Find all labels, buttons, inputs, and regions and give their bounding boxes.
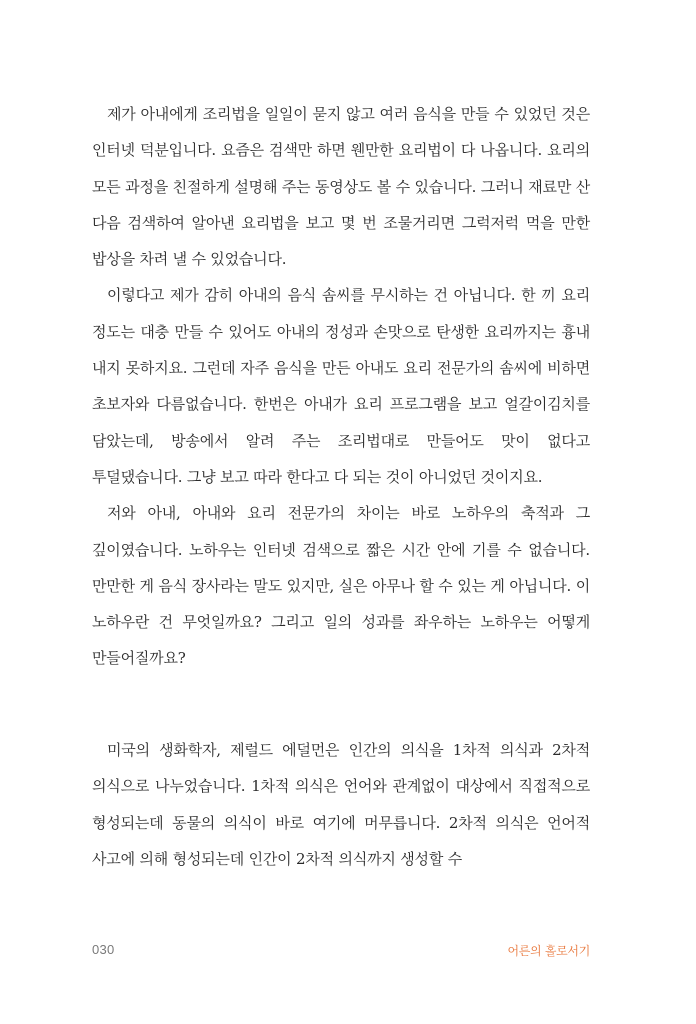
section-2 — [92, 732, 590, 877]
book-title: 어른의 홀로서기 — [507, 944, 590, 958]
paragraph-3: 저와 아내, 아내와 요리 전문가의 차이는 바로 노하우의 축적과 그 깊이였습니다. 노하우는 인터넷 검색으로 짧은 시간 안에 기를 수 없습니다. 만만한 게 음식 장사라는 말도 있지만, 실은 아무나 할 수 있는 게 아닙니다. 이 노하우란 건 무엇일까요? 그리고 일의 성과를 좌우하는 노하우는 어떻게 만들어질까요? — [92, 504, 590, 668]
paragraph-2: 이렇다고 제가 감히 아내의 음식 솜씨를 무시하는 건 아닙니다. 한 끼 요리 정도는 대충 만들 수 있어도 아내의 정성과 손맛으로 탄생한 요리까지는 흉내 내지 못하지요. 그런데 자주 음식을 만든 아내도 요리 전문가의 솜씨에 비하면 초보자와 다름없습니다. 한번은 아내가 요리 프로그램을 보고 얼갈이김치를 담았는데, 방송에서 알려 주는 조리법대로 만들어도 맛이 없다고 투덜댔습니다. 그냥 보고 따라 한다고 다 되는 것이 아니었던 것이지요. — [92, 286, 590, 486]
section-1 — [92, 96, 590, 677]
paragraph-1: 제가 아내에게 조리법을 일일이 묻지 않고 여러 음식을 만들 수 있었던 것은 인터넷 덕분입니다. 요즘은 검색만 하면 웬만한 요리법이 다 나옵니다. 요리의 모든 과정을 친절하게 설명해 주는 동영상도 볼 수 있습니다. 그러니 재료만 산 다음 검색하여 알아낸 요리법을 보고 몇 번 조물거리면 그럭저럭 먹을 만한 밥상을 차려 낼 수 있었습니다. — [92, 105, 590, 269]
paragraph-4: 미국의 생화학자, 제럴드 에덜먼은 인간의 의식을 1차적 의식과 2차적 의식으로 나누었습니다. 1차적 의식은 언어와 관계없이 대상에서 직접적으로 형성되는데 동물의 의식이 바로 여기에 머무릅니다. 2차적 의식은 언어적 사고에 의해 형성되는데 인간이 2차적 의식까지 생성할 수 — [92, 741, 590, 868]
page-number: 030 — [92, 942, 115, 957]
